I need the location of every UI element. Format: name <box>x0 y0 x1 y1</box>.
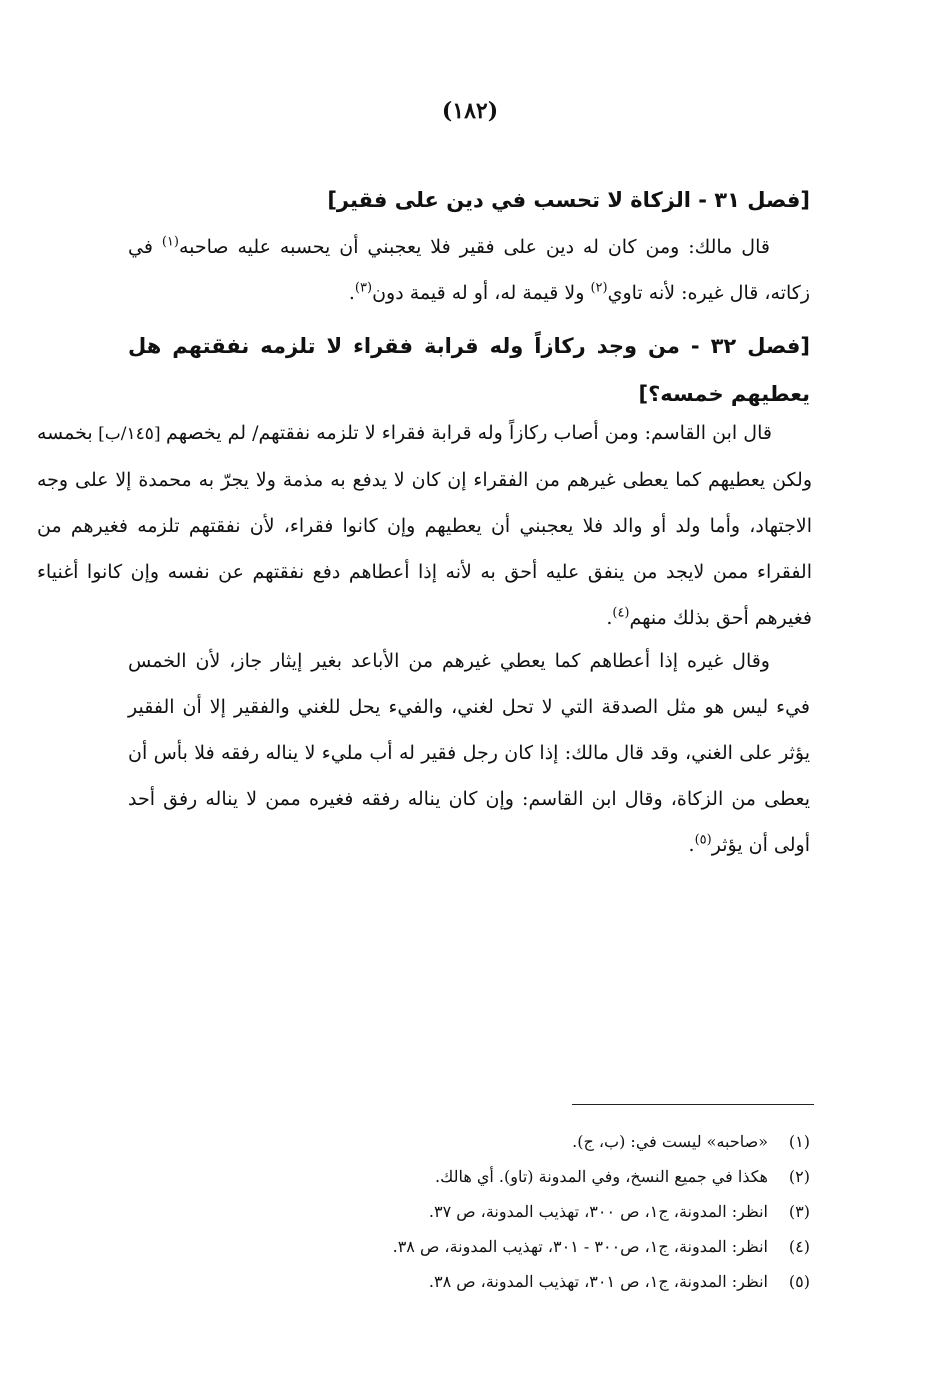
footnote-text: «صاحبه» ليست في: (ب، ج). <box>572 1132 768 1151</box>
section-32-paragraph-2 <box>128 638 810 868</box>
section-32-body-1 <box>37 410 812 641</box>
text-run: . <box>348 282 355 304</box>
footnote-number: (٤) <box>788 1237 810 1256</box>
footnote-3 <box>210 1194 810 1229</box>
manuscript-reference: [١٤٥/ب] <box>92 424 167 444</box>
text-run: . <box>688 834 695 856</box>
footnote-separator <box>572 1104 814 1105</box>
text-run: قال ابن القاسم: ومن أصاب ركازاً وله قرابة فقراء لا تلزمه نفقتهم/ لم يخصهم <box>166 422 772 444</box>
footnote-text: انظر: المدونة، ج١، ص٣٠٠ - ٣٠١، تهذيب المدونة، ص ٣٨. <box>392 1237 768 1256</box>
section-31-paragraph <box>128 224 810 316</box>
footnote-ref-3: (٣) <box>354 280 373 296</box>
footnote-ref-5: (٥) <box>694 832 712 848</box>
section-32-body-2 <box>128 638 810 868</box>
section-31 <box>128 176 810 316</box>
footnote-1 <box>210 1124 810 1159</box>
footnote-4 <box>210 1229 810 1264</box>
footnote-text: هكذا في جميع النسخ، وفي المدونة (تاو). أي هالك. <box>435 1167 768 1186</box>
footnote-2 <box>210 1159 810 1194</box>
page-number: (١٨٢) <box>441 98 499 124</box>
footnote-number: (٥) <box>788 1272 810 1291</box>
text-run: وقال غيره إذا أعطاهم كما يعطي غيرهم من الأباعد بغير إيثار جاز، لأن الخمس فيء ليس هو مثل الصدقة التي لا تحل لغني، والفيء يحل للغني والفقير إلا أن الفقير يؤثر على الغني، وقد قال مالك: إذا كان رجل فقير له أب مليء لا يناله رفقه فلا بأس أن يعطى من الزكاة، وقال ابن القاسم: وإن كان يناله رفقه فغيره ممن لا يناله رفق أحد أولى أن يؤثر <box>128 650 810 856</box>
footnote-text: انظر: المدونة، ج١، ص ٣٠٠، تهذيب المدونة، ص ٣٧. <box>428 1202 768 1221</box>
footnote-number: (٢) <box>788 1167 810 1186</box>
footnote-ref-2: (٢) <box>590 280 608 296</box>
section-32 <box>128 322 810 418</box>
section-32-heading: [فصل ٣٢ - من وجد ركازاً وله قرابة فقراء لا تلزمه نفقتهم هل يعطيهم خمسه؟] <box>128 334 810 406</box>
text-run: في زكاته، قال غيره: لأنه تاوي <box>128 236 810 304</box>
footnote-number: (٣) <box>788 1202 810 1221</box>
footnote-ref-4: (٤) <box>612 605 630 621</box>
footnotes <box>210 1124 810 1299</box>
text-run: . <box>606 607 613 629</box>
text-run: بخمسه ولكن يعطيهم كما يعطى غيرهم من الفقراء إن كان لا يدفع به مذمة ولا يجرّ به محمدة إلا على وجه الاجتهاد، وأما ولد أو والد فلا يعجبني أن يعطيهم وإن كانوا فقراء، لأن نفقتهم تلزمه فغيرهم من الفقراء ممن لايجد من ينفق عليه أحق به لأنه إذا أعطاهم دفع نفقتهم عن نفسه وإن كانوا أغنياء فغيرهم أحق بذلك منهم <box>37 422 812 629</box>
section-32-paragraph-1 <box>37 410 812 641</box>
footnote-number: (١) <box>788 1132 810 1151</box>
text-run: قال مالك: ومن كان له دين على فقير فلا يعجبني أن يحسبه عليه صاحبه <box>178 236 770 258</box>
footnote-text: انظر: المدونة، ج١، ص ٣٠١، تهذيب المدونة، ص ٣٨. <box>428 1272 768 1291</box>
text-run: ولا قيمة له، أو له قيمة دون <box>372 282 591 304</box>
footnote-ref-1: (١) <box>161 234 179 250</box>
footnote-5 <box>210 1264 810 1299</box>
section-31-heading: [فصل ٣١ - الزكاة لا تحسب في دين على فقير] <box>327 188 810 212</box>
